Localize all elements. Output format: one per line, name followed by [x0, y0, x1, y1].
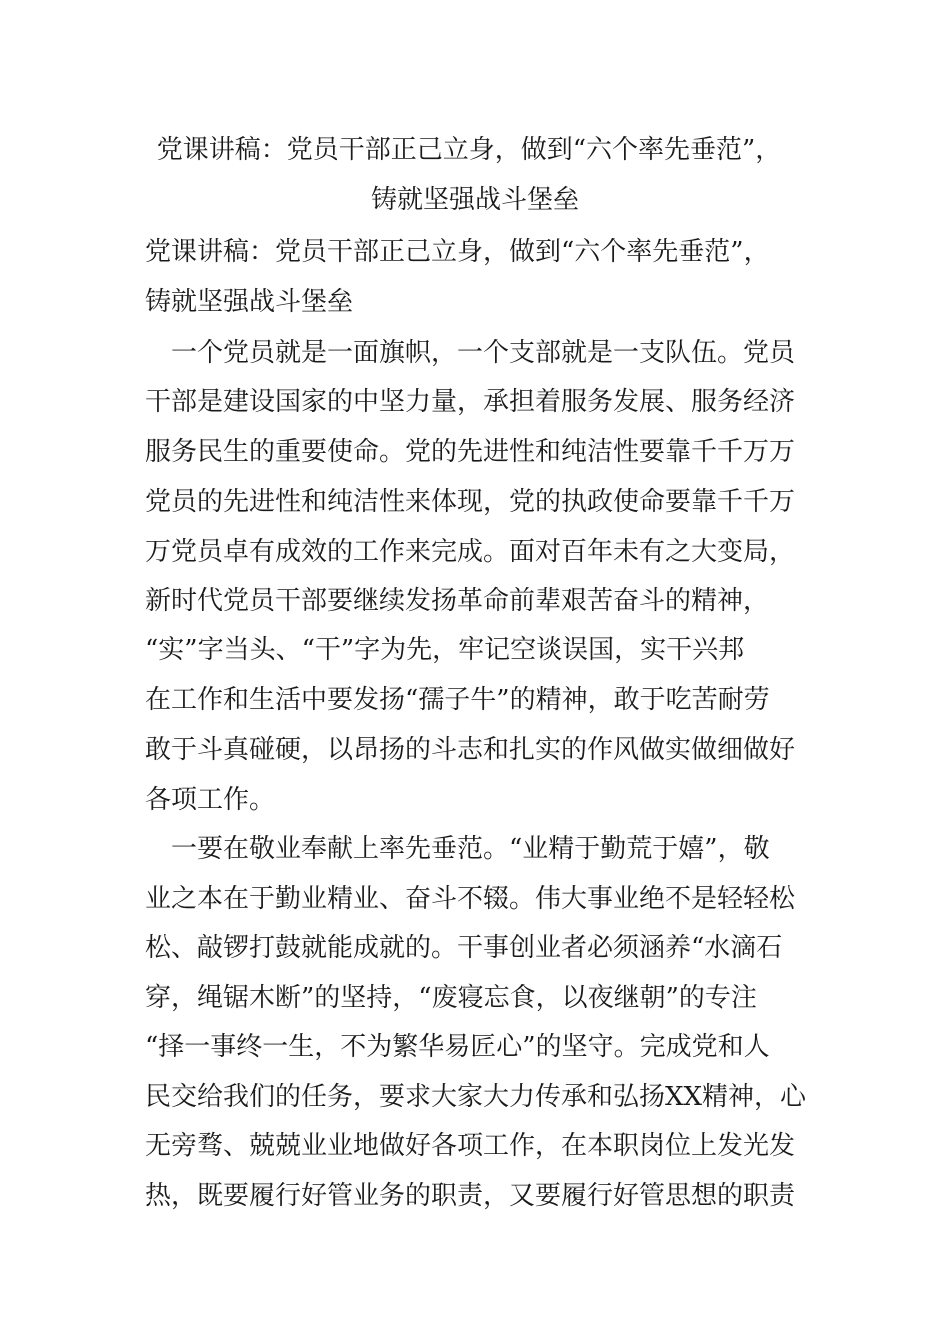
body-line: 民交给我们的任务，要求大家大力传承和弘扬XX精神，心	[145, 1082, 807, 1112]
body-line: 业之本在于勤业精业、奋斗不辍。伟大事业绝不是轻轻松	[145, 884, 796, 914]
body-line: “实”字当头、“干”字为先，牢记空谈误国，实干兴邦	[145, 635, 745, 665]
document-title-line-1: 党课讲稿：党员干部正己立身，做到“六个率先垂范”，	[156, 135, 782, 165]
body-line: 新时代党员干部要继续发扬革命前辈艰苦奋斗的精神，	[145, 586, 770, 616]
body-line: 无旁骛、兢兢业业地做好各项工作，在本职岗位上发光发	[145, 1131, 796, 1161]
body-line: 各项工作。	[145, 785, 276, 815]
body-line: 党课讲稿：党员干部正己立身，做到“六个率先垂范”，	[145, 237, 770, 267]
body-line: 松、敲锣打鼓就能成就的。干事创业者必须涵养“水滴石	[145, 933, 783, 963]
body-line: 党员的先进性和纯洁性来体现，党的执政使命要靠千千万	[145, 487, 796, 517]
body-line: 服务民生的重要使命。党的先进性和纯洁性要靠千千万万	[145, 437, 796, 467]
body-line: “择一事终一生，不为繁华易匠心”的坚守。完成党和人	[145, 1032, 770, 1062]
body-line: 穿，绳锯木断”的坚持，“废寝忘食，以夜继朝”的专注	[145, 983, 757, 1013]
body-line: 干部是建设国家的中坚力量，承担着服务发展、服务经济	[145, 387, 796, 417]
body-line: 在工作和生活中要发扬“孺子牛”的精神，敢于吃苦耐劳	[145, 685, 770, 715]
paragraph-2-first-line: 一要在敬业奉献上率先垂范。“业精于勤荒于嬉”，敬	[145, 834, 770, 864]
body-line: 铸就坚强战斗堡垒	[145, 287, 354, 317]
body-line: 万党员卓有成效的工作来完成。面对百年未有之大变局，	[145, 537, 796, 567]
document-title-line-2: 铸就坚强战斗堡垒	[370, 185, 579, 215]
body-line: 热，既要履行好管业务的职责，又要履行好管思想的职责	[145, 1181, 796, 1211]
paragraph-1-first-line: 一个党员就是一面旗帜，一个支部就是一支队伍。党员	[145, 338, 796, 368]
body-line: 敢于斗真碰硬，以昂扬的斗志和扎实的作风做实做细做好	[145, 735, 796, 765]
